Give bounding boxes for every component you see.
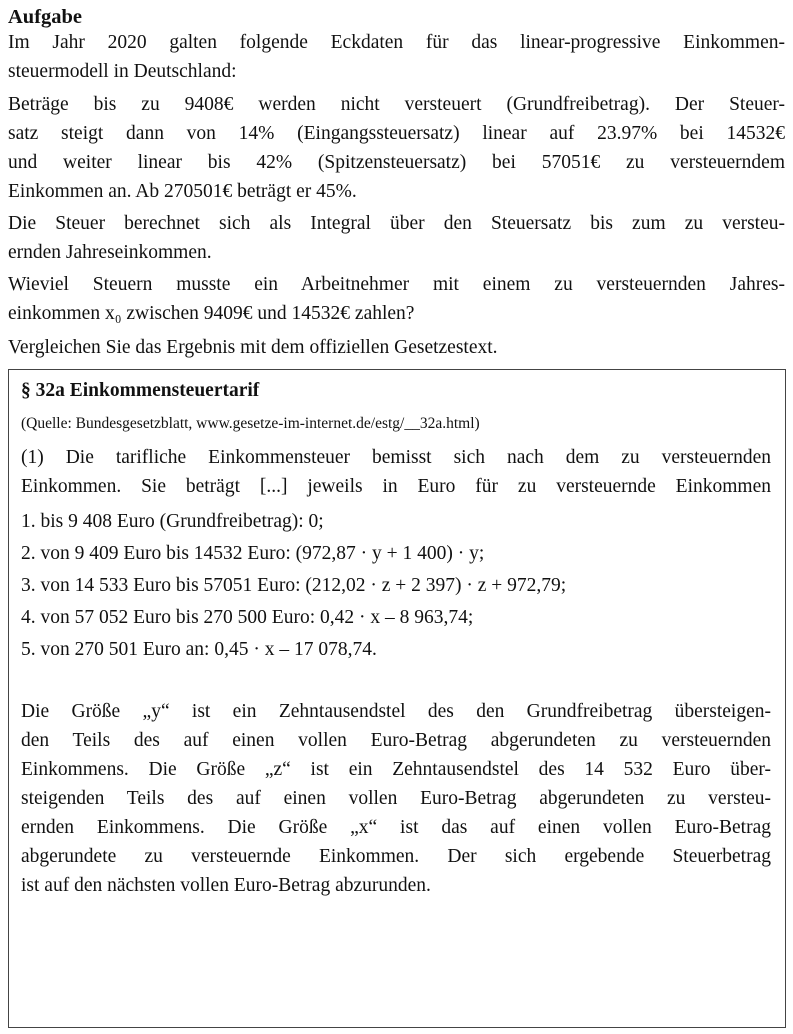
law-heading: § 32a Einkommensteuertarif xyxy=(21,380,260,401)
text-line: Die Steuer berechnet sich als Integral über den Steuersatz bis zum zu versteu- xyxy=(8,213,785,234)
list-item: 1. bis 9 408 Euro (Grundfreibetrag): 0; xyxy=(21,511,324,532)
text-line: Vergleichen Sie das Ergebnis mit dem offiziellen Gesetzestext. xyxy=(8,337,498,358)
law-tariff-list xyxy=(21,506,771,666)
paragraph-question xyxy=(8,270,785,328)
paragraph-integral xyxy=(8,209,785,267)
paragraph-compare xyxy=(8,333,785,362)
text-line: satz steigt dann von 14% (Eingangssteuersatz) linear auf 23.97% bei 14532€ xyxy=(8,123,785,144)
law-excerpt-box xyxy=(8,369,786,1028)
law-intro xyxy=(21,443,771,501)
text-line: ist auf den nächsten vollen Euro-Betrag abzurunden. xyxy=(21,875,431,896)
text-line: Beträge bis zu 9408€ werden nicht versteuert (Grundfreibetrag). Der Steuer- xyxy=(8,94,785,115)
text-line: ernden Jahreseinkommen. xyxy=(8,242,212,263)
text-line: steigenden Teils des auf einen vollen Euro-Betrag abgerundeten zu versteu- xyxy=(21,788,771,809)
text-line: Einkommen. Sie beträgt [...] jeweils in Euro für zu versteuernde Einkommen xyxy=(21,476,771,497)
text-line: und weiter linear bis 42% (Spitzensteuersatz) bei 57051€ zu versteuerndem xyxy=(8,152,785,173)
text-line: Wieviel Steuern musste ein Arbeitnehmer mit einem zu versteuernden Jahres- xyxy=(8,274,785,295)
text-line: Die Größe „y“ ist ein Zehntausendstel des den Grundfreibetrag übersteigen- xyxy=(21,701,771,722)
text-line: einkommen x₀ zwischen 9409€ und 14532€ zahlen? xyxy=(8,303,415,324)
task-title: Aufgabe xyxy=(8,6,83,28)
list-item: 3. von 14 533 Euro bis 57051 Euro: (212,02 · z + 2 397) · z + 972,79; xyxy=(21,575,567,596)
paragraph-rates xyxy=(8,90,785,206)
list-item: 2. von 9 409 Euro bis 14532 Euro: (972,87 · y + 1 400) · y; xyxy=(21,543,485,564)
law-explanation xyxy=(21,697,771,900)
paragraph-intro xyxy=(8,28,785,86)
text-line: ernden Einkommens. Die Größe „x“ ist das auf einen vollen Euro-Betrag xyxy=(21,817,771,838)
text-line: den Teils des auf einen vollen Euro-Betrag abgerundeten zu versteuernden xyxy=(21,730,771,751)
list-item: 5. von 270 501 Euro an: 0,45 · x – 17 078,74. xyxy=(21,639,377,660)
text-line: abgerundete zu versteuernde Einkommen. Der sich ergebende Steuerbetrag xyxy=(21,846,771,867)
text-line: steuermodell in Deutschland: xyxy=(8,61,237,82)
text-line: Einkommens. Die Größe „z“ ist ein Zehntausendstel des 14 532 Euro über- xyxy=(21,759,771,780)
text-line: Einkommen an. Ab 270501€ beträgt er 45%. xyxy=(8,181,357,202)
list-item: 4. von 57 052 Euro bis 270 500 Euro: 0,42 · x – 8 963,74; xyxy=(21,607,474,628)
text-line: (1) Die tarifliche Einkommensteuer bemisst sich nach dem zu versteuernden xyxy=(21,447,771,468)
law-source: (Quelle: Bundesgesetzblatt, www.gesetze-im-internet.de/estg/__32a.html) xyxy=(21,415,480,432)
text-line: Im Jahr 2020 galten folgende Eckdaten für das linear-progressive Einkommen- xyxy=(8,32,785,53)
